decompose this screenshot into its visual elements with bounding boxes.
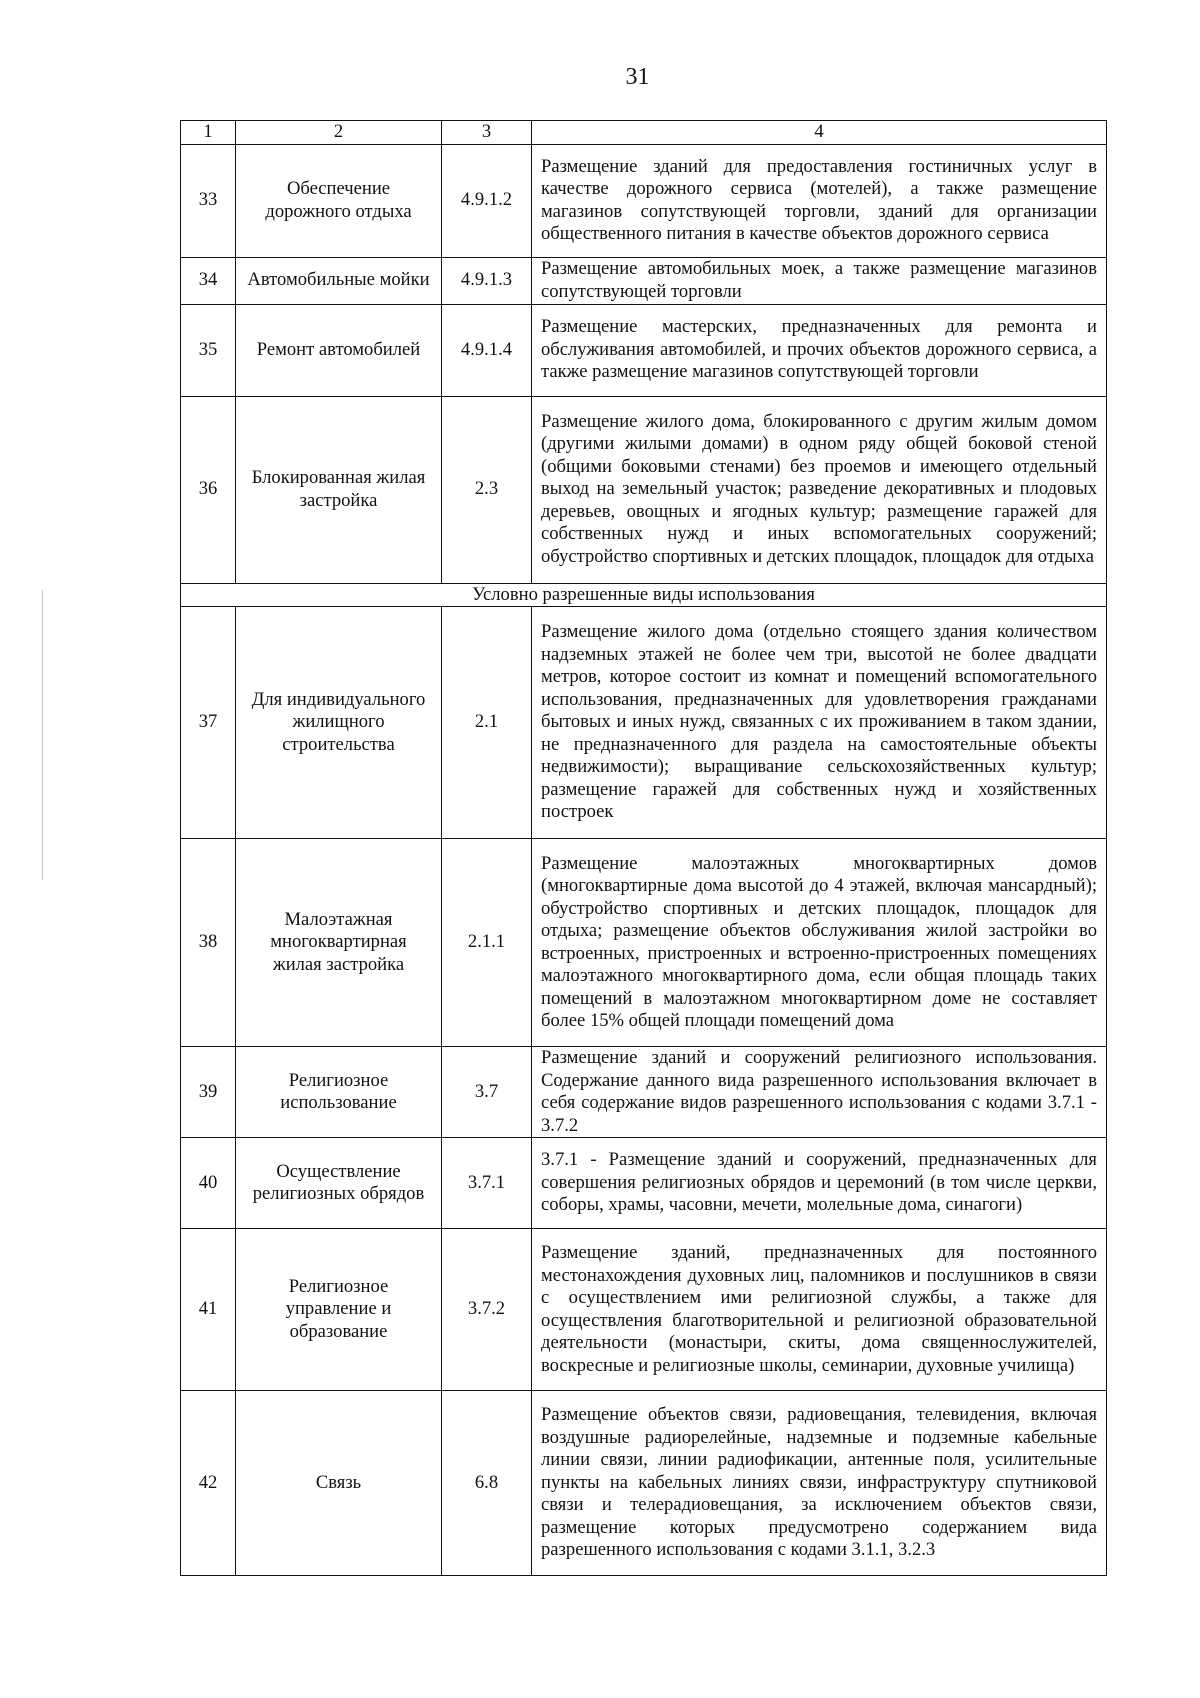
row-description: Размещение автомобильных моек, а также размещение магазинов сопутствующей торговли — [532, 257, 1107, 304]
table-row — [181, 257, 1107, 304]
row-name: Малоэтажная многоквартирная жилая застройка — [236, 839, 442, 1047]
row-number: 36 — [181, 396, 236, 583]
row-name: Для индивидуального жилищного строительства — [236, 607, 442, 839]
row-name: Ремонт автомобилей — [236, 304, 442, 396]
page-number: 31 — [625, 64, 650, 90]
land-use-table — [180, 120, 1107, 1576]
row-name: Религиозное управление и образование — [236, 1229, 442, 1391]
column-header: 1 — [181, 121, 236, 145]
row-code: 3.7.2 — [442, 1229, 532, 1391]
table-row — [181, 1391, 1107, 1576]
row-name: Религиозное использование — [236, 1047, 442, 1138]
scan-artifact-line — [42, 590, 43, 880]
row-code: 4.9.1.3 — [442, 257, 532, 304]
row-number: 39 — [181, 1047, 236, 1138]
row-name: Блокированная жилая застройка — [236, 396, 442, 583]
row-number: 38 — [181, 839, 236, 1047]
row-number: 42 — [181, 1391, 236, 1576]
row-description: Размещение мастерских, предназначенных для ремонта и обслуживания автомобилей, и прочих объектов дорожного сервиса, а также размещение магазинов сопутствующей торговли — [532, 304, 1107, 396]
row-number: 37 — [181, 607, 236, 839]
row-code: 4.9.1.4 — [442, 304, 532, 396]
row-code: 6.8 — [442, 1391, 532, 1576]
row-number: 35 — [181, 304, 236, 396]
row-description: 3.7.1 - Размещение зданий и сооружений, предназначенных для совершения религиозных обрядов и церемоний (в том числе церкви, соборы, храмы, часовни, мечети, молельные дома, синагоги) — [532, 1138, 1107, 1229]
row-code: 4.9.1.2 — [442, 144, 532, 257]
table-section — [181, 583, 1107, 607]
section-title: Условно разрешенные виды использования — [181, 583, 1107, 607]
row-name: Автомобильные мойки — [236, 257, 442, 304]
column-header: 2 — [236, 121, 442, 145]
row-code: 3.7.1 — [442, 1138, 532, 1229]
table-header-row — [181, 121, 1107, 145]
row-description: Размещение жилого дома, блокированного с другим жилым домом (другими жилыми домами) в одном ряду общей боковой стеной (общими боковыми стенами) без проемов и имеющего отдельный выход на земельный участок; разведение декоративных и плодовых деревьев, овощных и ягодных культур; размещение гаражей для собственных нужд и иных вспомогательных сооружений; обустройство спортивных и детских площадок, площадок для отдыха — [532, 396, 1107, 583]
row-number: 34 — [181, 257, 236, 304]
row-description: Размещение зданий и сооружений религиозного использования. Содержание данного вида разрешенного использования включает в себя содержание видов разрешенного использования с кодами 3.7.1 - 3.7.2 — [532, 1047, 1107, 1138]
table-row — [181, 1138, 1107, 1229]
row-description: Размещение жилого дома (отдельно стоящего здания количеством надземных этажей не более чем три, высотой не более двадцати метров, которое состоит из комнат и помещений вспомогательного использования, предназначенных для удовлетворения гражданами бытовых и иных нужд, связанных с их проживанием в таком здании, не предназначенного для раздела на самостоятельные объекты недвижимости); выращивание сельскохозяйственных культур; размещение гаражей для собственных нужд и хозяйственных построек — [532, 607, 1107, 839]
column-header: 3 — [442, 121, 532, 145]
table-row — [181, 144, 1107, 257]
table-row — [181, 839, 1107, 1047]
column-header: 4 — [532, 121, 1107, 145]
table-row — [181, 1047, 1107, 1138]
row-description: Размещение зданий для предоставления гостиничных услуг в качестве дорожного сервиса (мотелей), а также размещение магазинов сопутствующей торговли, зданий для организации общественного питания в качестве объектов дорожного сервиса — [532, 144, 1107, 257]
table-row — [181, 607, 1107, 839]
table-row — [181, 396, 1107, 583]
row-number: 41 — [181, 1229, 236, 1391]
row-number: 40 — [181, 1138, 236, 1229]
table-row — [181, 1229, 1107, 1391]
table-body-main — [181, 144, 1107, 583]
row-code: 2.1 — [442, 607, 532, 839]
row-code: 3.7 — [442, 1047, 532, 1138]
row-name: Осуществление религиозных обрядов — [236, 1138, 442, 1229]
row-number: 33 — [181, 144, 236, 257]
row-code: 2.1.1 — [442, 839, 532, 1047]
row-name: Связь — [236, 1391, 442, 1576]
row-description: Размещение малоэтажных многоквартирных домов (многоквартирные дома высотой до 4 этажей, включая мансардный); обустройство спортивных и детских площадок, площадок для отдыха; размещение объектов обслуживания жилой застройки во встроенных, пристроенных и встроенно-пристроенных помещениях малоэтажного многоквартирного дома, если общая площадь таких помещений в малоэтажном многоквартирном доме не составляет более 15% общей площади помещений дома — [532, 839, 1107, 1047]
row-description: Размещение объектов связи, радиовещания, телевидения, включая воздушные радиорелейные, надземные и подземные кабельные линии связи, линии радиофикации, антенные поля, усилительные пункты на кабельных линиях связи, инфраструктуру спутниковой связи и телерадиовещания, за исключением объектов связи, размещение которых предусмотрено содержанием вида разрешенного использования с кодами 3.1.1, 3.2.3 — [532, 1391, 1107, 1576]
row-name: Обеспечение дорожного отдыха — [236, 144, 442, 257]
table-body-conditional — [181, 607, 1107, 1576]
row-code: 2.3 — [442, 396, 532, 583]
table-row — [181, 304, 1107, 396]
row-description: Размещение зданий, предназначенных для постоянного местонахождения духовных лиц, паломников и послушников в связи с осуществлением ими религиозной службы, а также для осуществления благотворительной и религиозной образовательной деятельности (монастыри, скиты, дома священнослужителей, воскресные и религиозные школы, семинарии, духовные училища) — [532, 1229, 1107, 1391]
section-row — [181, 583, 1107, 607]
